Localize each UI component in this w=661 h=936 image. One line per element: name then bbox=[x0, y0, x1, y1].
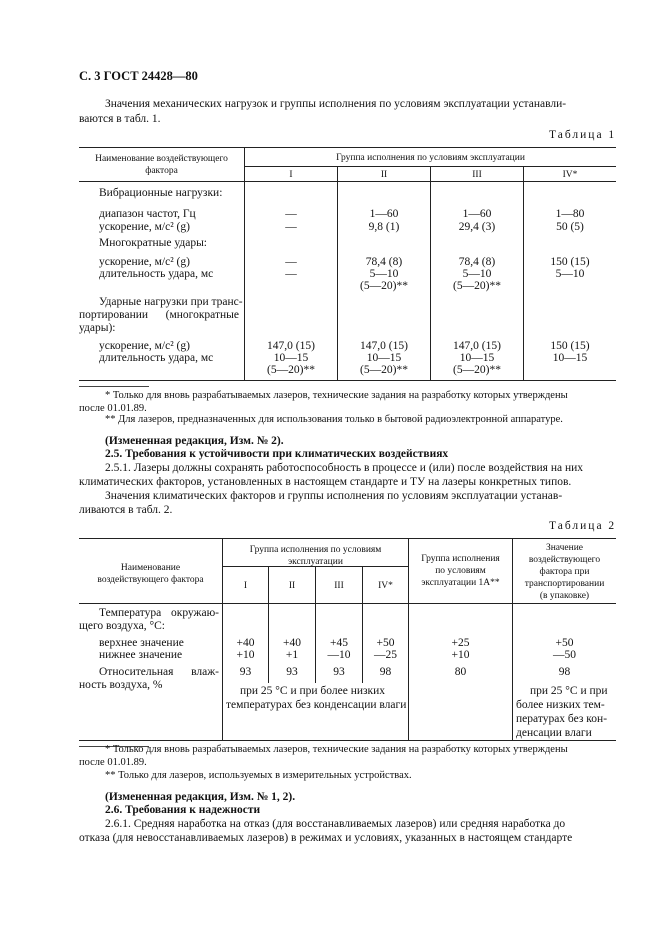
table1-row-label: ускорение, м/с² (g) bbox=[99, 221, 190, 233]
table2-humidity-note: при 25 °С и при более низких температурах без конденсации влаги bbox=[226, 685, 407, 711]
table2-cell: +10 bbox=[236, 649, 255, 661]
section-2-6-title: 2.6. Требования к надежности bbox=[105, 804, 261, 816]
table1-cell: (5—20)** bbox=[453, 364, 501, 376]
table2-cell: 93 bbox=[239, 666, 252, 678]
table2-header-group-1a: Группа исполнения по условиям эксплуатации 1А** bbox=[421, 554, 500, 588]
table2-footnote-2: ** Только для лазеров, используемых в измерительных устройствах. bbox=[105, 770, 412, 781]
table1-cell: — bbox=[285, 221, 297, 233]
table2-cell: +25 bbox=[451, 637, 470, 649]
intro-paragraph-line2: ваются в табл. 1. bbox=[79, 113, 161, 125]
table1-row-label: ускорение, м/с² (g) bbox=[99, 256, 190, 268]
table1-row-title: Ударные нагрузки при транс- bbox=[99, 296, 243, 308]
table1-cell: 1—60 bbox=[369, 208, 399, 220]
table1-cell: 29,4 (3) bbox=[458, 221, 496, 233]
table1-caption: Таблица 1 bbox=[549, 129, 617, 141]
table2-cell: +40 bbox=[283, 637, 301, 649]
intro-table2-paragraph: Значения климатических факторов и группы исполнения по условиям эксплуатации устанав- ливаются в табл. 2. bbox=[79, 490, 563, 516]
table1-cell: 5—10 bbox=[555, 268, 585, 280]
table1-row-label: длительность удара, мс bbox=[99, 268, 214, 280]
table2-cell: 93 bbox=[333, 666, 345, 678]
table1-cell: 10—15 bbox=[459, 352, 495, 364]
table2-cell: +40 bbox=[236, 637, 255, 649]
table1-row-label: длительность удара, мс bbox=[99, 352, 214, 364]
table1-cell: 150 (15) bbox=[550, 256, 590, 268]
table1-footnote-2: ** Для лазеров, предназначенных для использования только в бытовой радиоэлектронной аппаратуре. bbox=[105, 414, 563, 425]
table2-caption: Таблица 2 bbox=[549, 520, 617, 532]
table1-cell: (5—20)** bbox=[267, 364, 315, 376]
table2-cell: 98 bbox=[558, 666, 571, 678]
table2-col-header: IV* bbox=[378, 581, 393, 591]
table2-col-header: III bbox=[334, 581, 344, 591]
table2-row-title: щего воздуха, °С: bbox=[79, 620, 165, 632]
table2-cell: +50 bbox=[555, 637, 574, 649]
intro-paragraph-line1: Значения механических нагрузок и группы исполнения по условиям эксплуатации устанавли- bbox=[105, 98, 567, 110]
table1-cell: 1—80 bbox=[555, 208, 585, 220]
table2-cell: +45 bbox=[330, 637, 348, 649]
table2-cell: +10 bbox=[451, 649, 470, 661]
table1-cell: (5—20)** bbox=[360, 364, 408, 376]
table2-row-label: верхнее значение bbox=[99, 637, 184, 649]
table2-cell: 93 bbox=[286, 666, 298, 678]
table1-cell: 1—60 bbox=[462, 208, 492, 220]
table1-col-header: III bbox=[472, 170, 482, 180]
table1-cell: 10—15 bbox=[273, 352, 309, 364]
table2-cell: —50 bbox=[553, 649, 576, 661]
table1-cell: 50 (5) bbox=[556, 221, 584, 233]
table1-cell: 147,0 (15) bbox=[360, 340, 408, 352]
edition-note-1: (Измененная редакция, Изм. № 2). bbox=[105, 435, 284, 447]
table2-row-label: нижнее значение bbox=[99, 649, 183, 661]
table1-cell: 9,8 (1) bbox=[368, 221, 400, 233]
table1-cell: 10—15 bbox=[366, 352, 402, 364]
table1-cell: 78,4 (8) bbox=[365, 256, 403, 268]
table2-header-group: Группа исполнения по условиям эксплуатации bbox=[249, 545, 382, 567]
table1-cell: 147,0 (15) bbox=[453, 340, 501, 352]
table2-col-header: I bbox=[243, 581, 248, 591]
table2-cell: —25 bbox=[374, 649, 397, 661]
table1-cell: 10—15 bbox=[552, 352, 588, 364]
table1-row-title: Вибрационные нагрузки: bbox=[99, 187, 223, 199]
table2-cell: +50 bbox=[376, 637, 395, 649]
table1-cell: — bbox=[285, 208, 297, 220]
table1-row-label: диапазон частот, Гц bbox=[99, 208, 196, 220]
table2-cell: 80 bbox=[454, 666, 467, 678]
table1-row-title: Многократные удары: bbox=[99, 237, 207, 249]
table2-cell: —10 bbox=[327, 649, 351, 661]
table2-cell: 98 bbox=[379, 666, 392, 678]
paragraph-2-6-1: 2.6.1. Средняя наработка на отказ (для восстанавливаемых лазеров) или средняя наработка до отказа (для невосстанавливаемых лазеров) в режимах и условиях, указанных в настоящем стандарте bbox=[79, 818, 573, 844]
table1-col-header: IV* bbox=[562, 170, 578, 180]
table2-row-title: Относительная влаж- bbox=[99, 666, 219, 678]
table1-cell: (5—20)** bbox=[453, 280, 501, 292]
table1-cell: 150 (15) bbox=[550, 340, 590, 352]
table2-row-title: ность воздуха, % bbox=[79, 679, 163, 691]
table1-cell: 147,0 (15) bbox=[267, 340, 315, 352]
table1-cell: (5—20)** bbox=[360, 280, 408, 292]
paragraph-2-5-1: 2.5.1. Лазеры должны сохранять работоспособность в процессе и (или) после воздействия на них климатических факторов, установленных в настоящем стандарте и ТУ на лазеры конкретных типов. bbox=[79, 462, 584, 488]
table2-col-header: II bbox=[288, 581, 296, 591]
table1-cell: — bbox=[285, 268, 297, 280]
table2-footnote-1: * Только для вновь разрабатываемых лазеров, технические задания на разработку которых утверждены после 01.01.89. bbox=[79, 744, 568, 768]
table2-transport-note: при 25 °С и при более низких тем- пературах без кон- денсации влаги bbox=[516, 685, 608, 739]
edition-note-2: (Измененная редакция, Изм. № 1, 2). bbox=[105, 791, 296, 803]
table2-header-factor: Наименование воздействующего фактора bbox=[97, 563, 204, 585]
table1-cell: — bbox=[285, 256, 297, 268]
table2-header-transport: Значение воздействующего фактора при транспортировании (в упаковке) bbox=[524, 543, 605, 601]
table1-header-group: Группа исполнения по условиям эксплуатации bbox=[336, 153, 525, 163]
section-2-5-title: 2.5. Требования к устойчивости при климатических воздействиях bbox=[105, 448, 449, 460]
table1-cell: 5—10 bbox=[369, 268, 399, 280]
table1-cell: 78,4 (8) bbox=[458, 256, 496, 268]
table1-row-label: ускорение, м/с² (g) bbox=[99, 340, 190, 352]
table2-cell: +1 bbox=[285, 649, 299, 661]
table1-col-header: I bbox=[289, 170, 293, 180]
table1-footnote-1: * Только для вновь разрабатываемых лазеров, технические задания на разработку которых утверждены после 01.01.89. bbox=[79, 390, 568, 414]
table2-row-title: Температура окружаю- bbox=[99, 607, 219, 619]
table1-row-title: удары): bbox=[79, 322, 116, 334]
table1-col-header: II bbox=[380, 170, 388, 180]
table1-row-title: портировании (многократные bbox=[79, 309, 239, 321]
page-header: С. 3 ГОСТ 24428—80 bbox=[79, 69, 198, 83]
table1-cell: 5—10 bbox=[462, 268, 492, 280]
table1-header-factor: Наименование воздействующего фактора bbox=[95, 154, 228, 176]
